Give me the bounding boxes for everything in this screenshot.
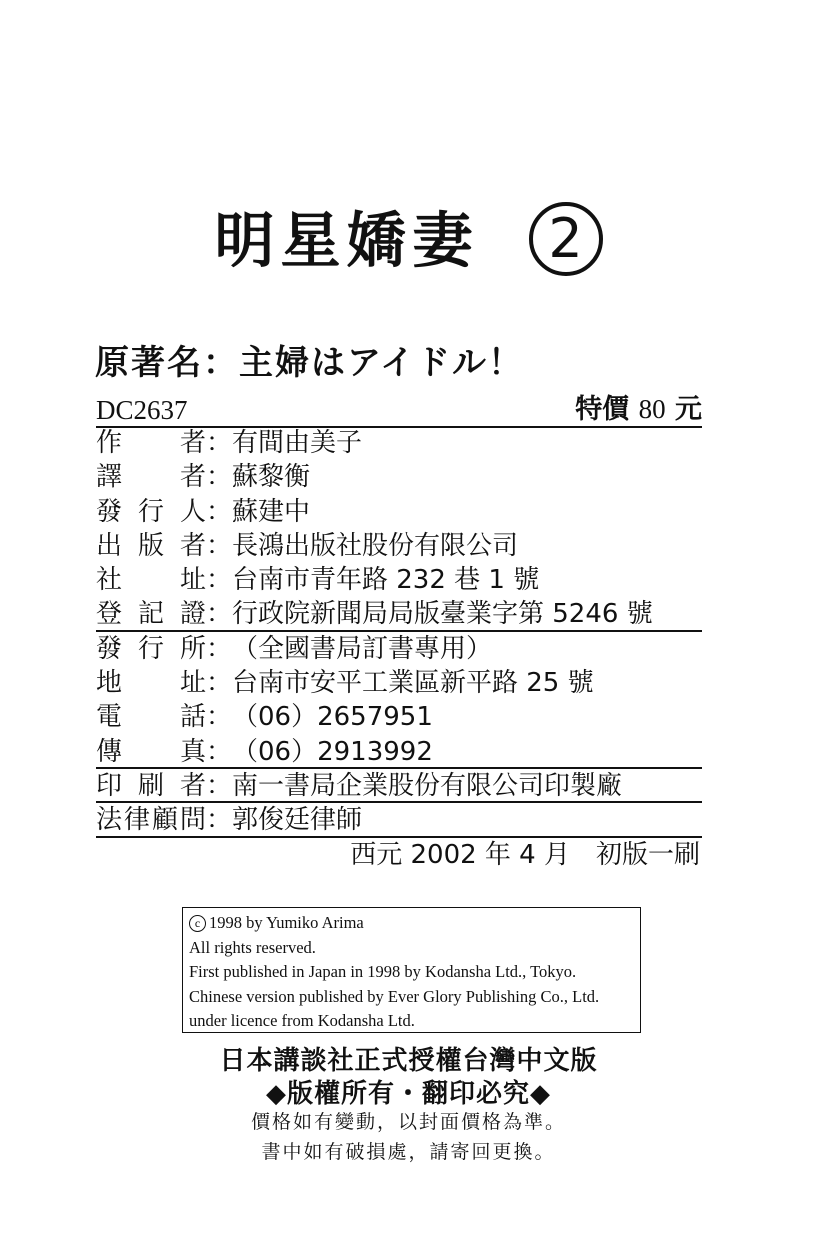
credit-label: 印刷者: [96, 770, 206, 801]
credit-value: 長鴻出版社股份有限公司: [232, 530, 519, 561]
volume-number: 2: [529, 202, 603, 276]
credit-value: 郭俊廷律師: [232, 805, 363, 836]
diamond-icon: ◆: [530, 1079, 551, 1109]
copyright-icon: c: [189, 915, 206, 932]
credit-label: 發行人: [96, 496, 206, 527]
copyright-line: All rights reserved.: [189, 937, 316, 957]
edition-date: 西元 2002 年 4 月 初版一刷: [350, 839, 700, 870]
credit-label: 登記證: [96, 599, 206, 630]
credit-colon: ：: [206, 805, 233, 836]
credit-colon: ：: [206, 668, 233, 699]
credit-row-translator: [96, 460, 702, 494]
credit-colon: ：: [206, 770, 233, 801]
code-price-row: [96, 396, 702, 428]
product-code: DC2637: [96, 395, 188, 425]
credit-row-author: [96, 426, 702, 460]
price-change-notice: 價格如有變動，以封面價格為準。: [250, 1111, 566, 1133]
copyright-line: under licence from Kodansha Ltd.: [189, 1011, 415, 1030]
price: [575, 387, 702, 426]
credit-label: 發行所: [96, 633, 206, 664]
credits-list: [96, 426, 702, 872]
credit-value: （全國書局訂書專用）: [232, 633, 493, 664]
credit-label: 電話: [96, 702, 206, 733]
credit-row-publisher: [96, 529, 702, 563]
credit-row-fax: [96, 735, 702, 769]
copyright-line: First published in Japan in 1998 by Kodansha Ltd., Tokyo.: [189, 962, 577, 981]
rights-statement-row: [0, 1073, 817, 1110]
price-amount: 80: [638, 394, 666, 424]
price-unit: 元: [675, 394, 702, 425]
credit-colon: ：: [206, 599, 233, 630]
original-title: 原著名：主婦はアイドル！: [95, 343, 524, 383]
rights-statement: 版權所有・翻印必究: [286, 1079, 530, 1109]
damage-return-notice: 書中如有破損處，請寄回更換。: [261, 1141, 556, 1163]
credit-value: 蘇建中: [232, 496, 311, 527]
credit-colon: ：: [206, 565, 233, 596]
credit-colon: ：: [206, 530, 233, 561]
copyright-box: [182, 907, 641, 1033]
credit-label: 譯者: [96, 462, 206, 493]
copyright-line-text: 1998 by Yumiko Arima: [209, 913, 364, 932]
credit-label: 傳真: [96, 736, 206, 767]
credit-colon: ：: [206, 428, 233, 458]
copyright-line: Chinese version published by Ever Glory Publishing Co., Ltd.: [189, 986, 600, 1006]
credit-value: 蘇黎衡: [232, 462, 311, 493]
credit-value: 台南市青年路 232 巷 1 號: [232, 565, 540, 596]
book-title-text: 明星嬌妻: [214, 206, 479, 277]
credit-row-company-address: [96, 563, 702, 597]
credit-value: （06）2657951: [232, 702, 433, 733]
credit-value: 南一書局企業股份有限公司印製廠: [232, 770, 623, 801]
credit-row-address: [96, 666, 702, 700]
credit-value: 台南市安平工業區新平路 25 號: [232, 668, 594, 699]
copyright-line: [189, 911, 634, 936]
book-title: [0, 208, 817, 282]
credit-colon: ：: [206, 736, 233, 767]
credit-row-registration: [96, 597, 702, 631]
credit-value: （06）2913992: [232, 736, 433, 767]
diamond-icon: ◆: [265, 1079, 287, 1109]
credit-colon: ：: [206, 496, 233, 527]
credit-row-legal-counsel: [96, 803, 702, 837]
credit-label: 地址: [96, 668, 206, 699]
credit-value: 有間由美子: [232, 428, 363, 458]
credit-row-printer: [96, 769, 702, 803]
credit-colon: ：: [206, 633, 233, 664]
credit-colon: ：: [206, 702, 233, 733]
credit-label: 法律顧問: [96, 805, 206, 836]
credit-row-distributor: [96, 632, 702, 666]
credit-row-phone: [96, 700, 702, 734]
credit-label: 作者: [96, 428, 206, 458]
credit-value: 行政院新聞局局版臺業字第 5246 號: [232, 599, 653, 630]
credit-label: 社址: [96, 565, 206, 596]
price-label: 特價: [575, 394, 630, 425]
authorization-statement: 日本講談社正式授權台灣中文版: [219, 1046, 598, 1076]
credit-row-publisher-person: [96, 495, 702, 529]
credit-colon: ：: [206, 462, 233, 493]
credit-label: 出版者: [96, 530, 206, 561]
